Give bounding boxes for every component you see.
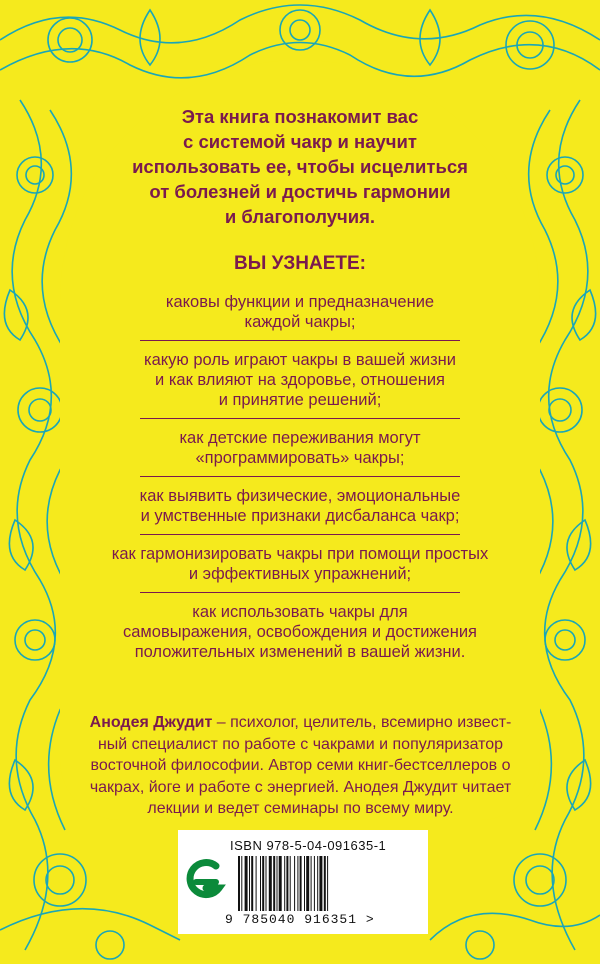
barcode-bar [311, 856, 312, 911]
barcode-bar [260, 856, 261, 911]
bullet-list [80, 292, 520, 662]
isbn-label: ISBN 978-5-04-091635-1 [230, 838, 387, 853]
barcode-bar [324, 856, 326, 911]
divider [140, 418, 460, 419]
barcode-bar [273, 856, 275, 911]
barcode-bar [279, 856, 282, 911]
barcode-bar [294, 856, 295, 911]
barcode-bar [269, 856, 272, 911]
barcode-bar [249, 856, 250, 911]
barcode-bar [286, 856, 288, 911]
barcode-bar [277, 856, 278, 911]
intro-text: Эта книга познакомит вас с системой чакр и научит использовать ее, чтобы исцелиться от болезней и достичь гармонии и благополучия. [132, 106, 468, 227]
author-name: Анодея Джудит [89, 714, 213, 731]
barcode-bar [241, 856, 242, 911]
barcode-bar [245, 856, 248, 911]
barcode-bar [327, 856, 328, 911]
barcode-bar [300, 856, 302, 911]
divider [140, 476, 460, 477]
barcode-bar [304, 856, 305, 911]
barcode-bar [319, 856, 322, 911]
author-bio-text: – психолог, целитель, всемирно извест- ный специалист по работе с чакрами и популяризатор восточной философии. Автор семи книг-бестселлеров о чакрах, йоге и работе с энергией. Анодея Джудит читает лекции и ведет семинары по всему миру. [89, 714, 512, 817]
divider [140, 592, 460, 593]
barcode-number: 9 785040 916351 > [225, 912, 375, 927]
list-item: как использовать чакры для самовыражения, освобождения и достижения положительных изменений в вашей жизни. [123, 603, 477, 661]
author-bio [78, 712, 523, 820]
barcode-bar [297, 856, 298, 911]
list-item: какую роль играют чакры в вашей жизни и как влияют на здоровье, отношения и принятие решений; [144, 351, 456, 409]
list-item: как выявить физические, эмоциональные и умственные признаки дисбаланса чакр; [139, 487, 461, 525]
learn-heading: ВЫ УЗНАЕТЕ: [233, 253, 367, 274]
barcode-bar [317, 856, 318, 911]
barcode-bar [256, 856, 257, 911]
barcode-bar [266, 856, 267, 911]
barcode-bar [262, 856, 264, 911]
eksmo-logo-icon [186, 852, 226, 912]
barcode-bar [251, 856, 253, 911]
divider [140, 340, 460, 341]
divider [140, 534, 460, 535]
list-item: как гармонизировать чакры при помощи простых и эффективных упражнений; [111, 545, 489, 583]
barcode-bar [314, 856, 315, 911]
barcode-bar [284, 856, 285, 911]
barcode-bar [306, 856, 309, 911]
barcode-bar [238, 856, 240, 911]
list-item: каковы функции и предназначение каждой чакры; [165, 293, 435, 331]
barcode [236, 856, 404, 911]
barcode-bar [290, 856, 291, 911]
list-item: как детские переживания могут «программировать» чакры; [179, 429, 421, 467]
